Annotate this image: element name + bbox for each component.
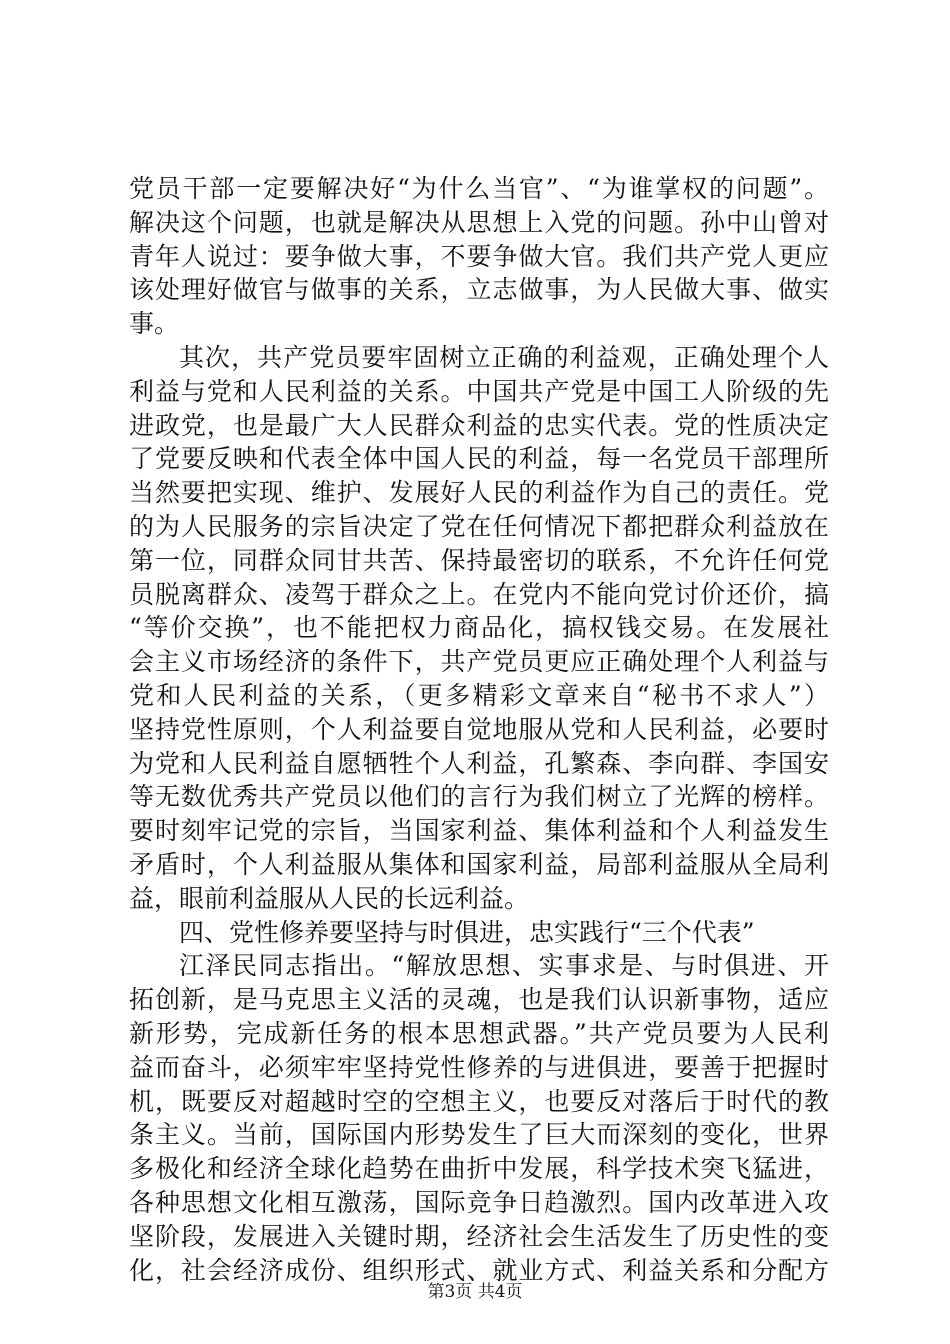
text-line: 利益与党和人民利益的关系。中国共产党是中国工人阶级的先 [129, 376, 829, 406]
text-line: 员脱离群众、凌驾于群众之上。在党内不能向党讨价还价，搞 [129, 579, 829, 609]
text-line: 坚持党性原则，个人利益要自觉地服从党和人民利益，必要时 [129, 714, 829, 744]
paragraph-start-line: 其次，共产党员要牢固树立正确的利益观，正确处理个人 [179, 342, 829, 372]
text-line: 解决这个问题，也就是解决从思想上入党的问题。孙中山曾对 [129, 207, 829, 237]
text-line: “等价交换”，也不能把权力商品化，搞权钱交易。在发展社 [129, 613, 829, 643]
text-line: 了党要反映和代表全体中国人民的利益，每一名党员干部理所 [129, 444, 829, 474]
text-line: 当然要把实现、维护、发展好人民的利益作为自己的责任。党 [129, 478, 829, 508]
text-line: 多极化和经济全球化趋势在曲折中发展，科学技术突飞猛进， [129, 1154, 829, 1184]
body-text [129, 172, 829, 1287]
text-line: 进政党，也是最广大人民群众利益的忠实代表。党的性质决定 [129, 410, 829, 440]
text-line: 该处理好做官与做事的关系，立志做事，为人民做大事、做实 [129, 275, 829, 305]
text-line: 青年人说过：要争做大事，不要争做大官。我们共产党人更应 [129, 241, 829, 271]
text-line: 机，既要反对超越时空的空想主义，也要反对落后于时代的教 [129, 1086, 829, 1116]
text-line: 拓创新，是马克思主义活的灵魂，也是我们认识新事物，适应 [129, 985, 829, 1015]
text-line: 益而奋斗，必须牢牢坚持党性修养的与进俱进，要善于把握时 [129, 1052, 829, 1082]
text-line: 条主义。当前，国际国内形势发生了巨大而深刻的变化，世界 [129, 1120, 829, 1150]
text-line: 事。 [129, 309, 180, 339]
text-line: 党和人民利益的关系，（更多精彩文章来自“秘书不求人”） [129, 680, 829, 710]
text-line: 为党和人民利益自愿牺牲个人利益，孔繁森、李向群、李国安 [129, 748, 829, 778]
page-number-footer: 第3页 共4页 [427, 1282, 523, 1302]
text-line: 党员干部一定要解决好“为什么当官”、“为谁掌权的问题”。 [129, 174, 829, 203]
text-line: 益，眼前利益服从人民的长远利益。 [129, 883, 530, 913]
text-line: 第一位，同群众同甘共苦、保持最密切的联系，不允许任何党 [129, 545, 829, 575]
text-line: 各种思想文化相互激荡，国际竞争日趋激烈。国内改革进入攻 [129, 1187, 829, 1217]
text-line: 化，社会经济成份、组织形式、就业方式、利益关系和分配方 [129, 1255, 829, 1285]
text-line: 矛盾时，个人利益服从集体和国家利益，局部利益服从全局利 [129, 849, 829, 879]
text-line: 新形势，完成新任务的根本思想武器。”共产党员要为人民利 [129, 1018, 829, 1048]
text-line: 的为人民服务的宗旨决定了党在任何情况下都把群众利益放在 [129, 511, 829, 541]
text-line: 会主义市场经济的条件下，共产党员更应正确处理个人利益与 [129, 647, 829, 677]
section-heading: 四、党性修养要坚持与时俱进，忠实践行“三个代表” [179, 917, 755, 947]
text-line: 坚阶段，发展进入关键时期，经济社会生活发生了历史性的变 [129, 1221, 829, 1251]
paragraph-start-line: 江泽民同志指出。“解放思想、实事求是、与时俱进、开 [179, 951, 829, 981]
text-line: 要时刻牢记党的宗旨，当国家利益、集体利益和个人利益发生 [129, 816, 829, 846]
text-line: 等无数优秀共产党员以他们的言行为我们树立了光辉的榜样。 [129, 782, 829, 812]
